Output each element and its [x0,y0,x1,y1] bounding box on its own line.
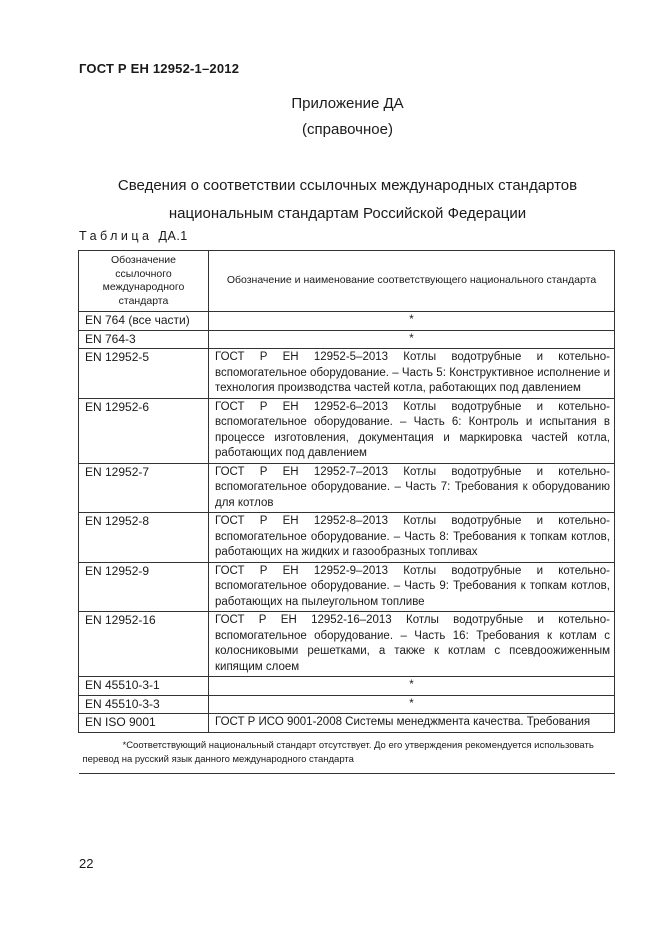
table-row [79,330,615,349]
page-number: 22 [79,856,94,871]
cell-international-code: EN 12952-9 [79,562,209,612]
appendix-title: Приложение ДА [291,95,404,112]
table-row [79,562,615,612]
table-caption [79,229,188,243]
standards-table [78,250,615,774]
table-footnote-row [79,732,615,773]
header-national-standard: Обозначение и наименование соответствующего национального стандарта [209,251,615,312]
cell-national-standard: * [209,677,615,696]
cell-international-code: EN ISO 9001 [79,714,209,733]
cell-international-code: EN 45510-3-1 [79,677,209,696]
heading-line-1: Сведения о соответствии ссылочных международных стандартов [117,177,578,194]
cell-international-code: EN 12952-8 [79,513,209,563]
table-label: Таблица [79,229,153,243]
section-heading [70,172,625,228]
cell-national-standard: * [209,695,615,714]
cell-international-code: EN 12952-6 [79,398,209,463]
footnote-text: *Соответствующий национальный стандарт отсутствует. До его утверждения рекомендуется использовать перевод на русский язык данного международного стандарта [82,739,594,765]
cell-national-standard: * [209,312,615,331]
cell-international-code: EN 764 (все части) [79,312,209,331]
cell-national-standard: ГОСТ Р ЕН 12952-9–2013 Котлы водотрубные и котельно-вспомогательное оборудование. – Часть 9: Требования к топкам котлов, работающих на пылеугольном топливе [209,562,615,612]
appendix-subtitle: (справочное) [302,121,393,138]
table-row [79,677,615,696]
cell-international-code: EN 12952-5 [79,349,209,399]
cell-national-standard: ГОСТ Р ЕН 12952-5–2013 Котлы водотрубные и котельно-вспомогательное оборудование. – Часть 5: Конструктивное исполнение и технология производства частей котла, работающих под давлением [209,349,615,399]
cell-national-standard: ГОСТ Р ИСО 9001-2008 Системы менеджмента качества. Требования [209,714,615,733]
cell-international-code: EN 45510-3-3 [79,695,209,714]
table-row [79,463,615,513]
cell-national-standard: * [209,330,615,349]
document-standard-id: ГОСТ Р ЕН 12952-1–2012 [79,61,240,76]
cell-national-standard: ГОСТ Р ЕН 12952-6–2013 Котлы водотрубные и котельно-вспомогательное оборудование. – Часть 6: Контроль и испытания в процессе изготовления, документация и маркировка частей котла, работающих под давлением [209,398,615,463]
cell-national-standard: ГОСТ Р ЕН 12952-7–2013 Котлы водотрубные и котельно-вспомогательное оборудование. – Часть 7: Требования к оборудованию для котлов [209,463,615,513]
table-row [79,612,615,677]
table-row [79,513,615,563]
table-row [79,349,615,399]
header-international-standard: Обозначение ссылочного международного стандарта [79,251,209,312]
cell-national-standard: ГОСТ Р ЕН 12952-8–2013 Котлы водотрубные и котельно-вспомогательное оборудование. – Часть 8: Требования к топкам котлов, работающих на жидких и газообразных топливах [209,513,615,563]
table-header-row [79,251,615,312]
table-number: ДА.1 [158,229,188,243]
table-footnote [79,732,615,773]
table-row [79,312,615,331]
table-row [79,714,615,733]
cell-international-code: EN 12952-16 [79,612,209,677]
cell-international-code: EN 764-3 [79,330,209,349]
table-row [79,695,615,714]
heading-line-2: национальным стандартам Российской Федерации [168,205,527,222]
table-row [79,398,615,463]
cell-national-standard: ГОСТ Р ЕН 12952-16–2013 Котлы водотрубные и котельно-вспомогательное оборудование. – Часть 16: Требования к котлам с колосниковыми решетками, а также к котлам с псевдоожиженным кипящим слоем [209,612,615,677]
cell-international-code: EN 12952-7 [79,463,209,513]
